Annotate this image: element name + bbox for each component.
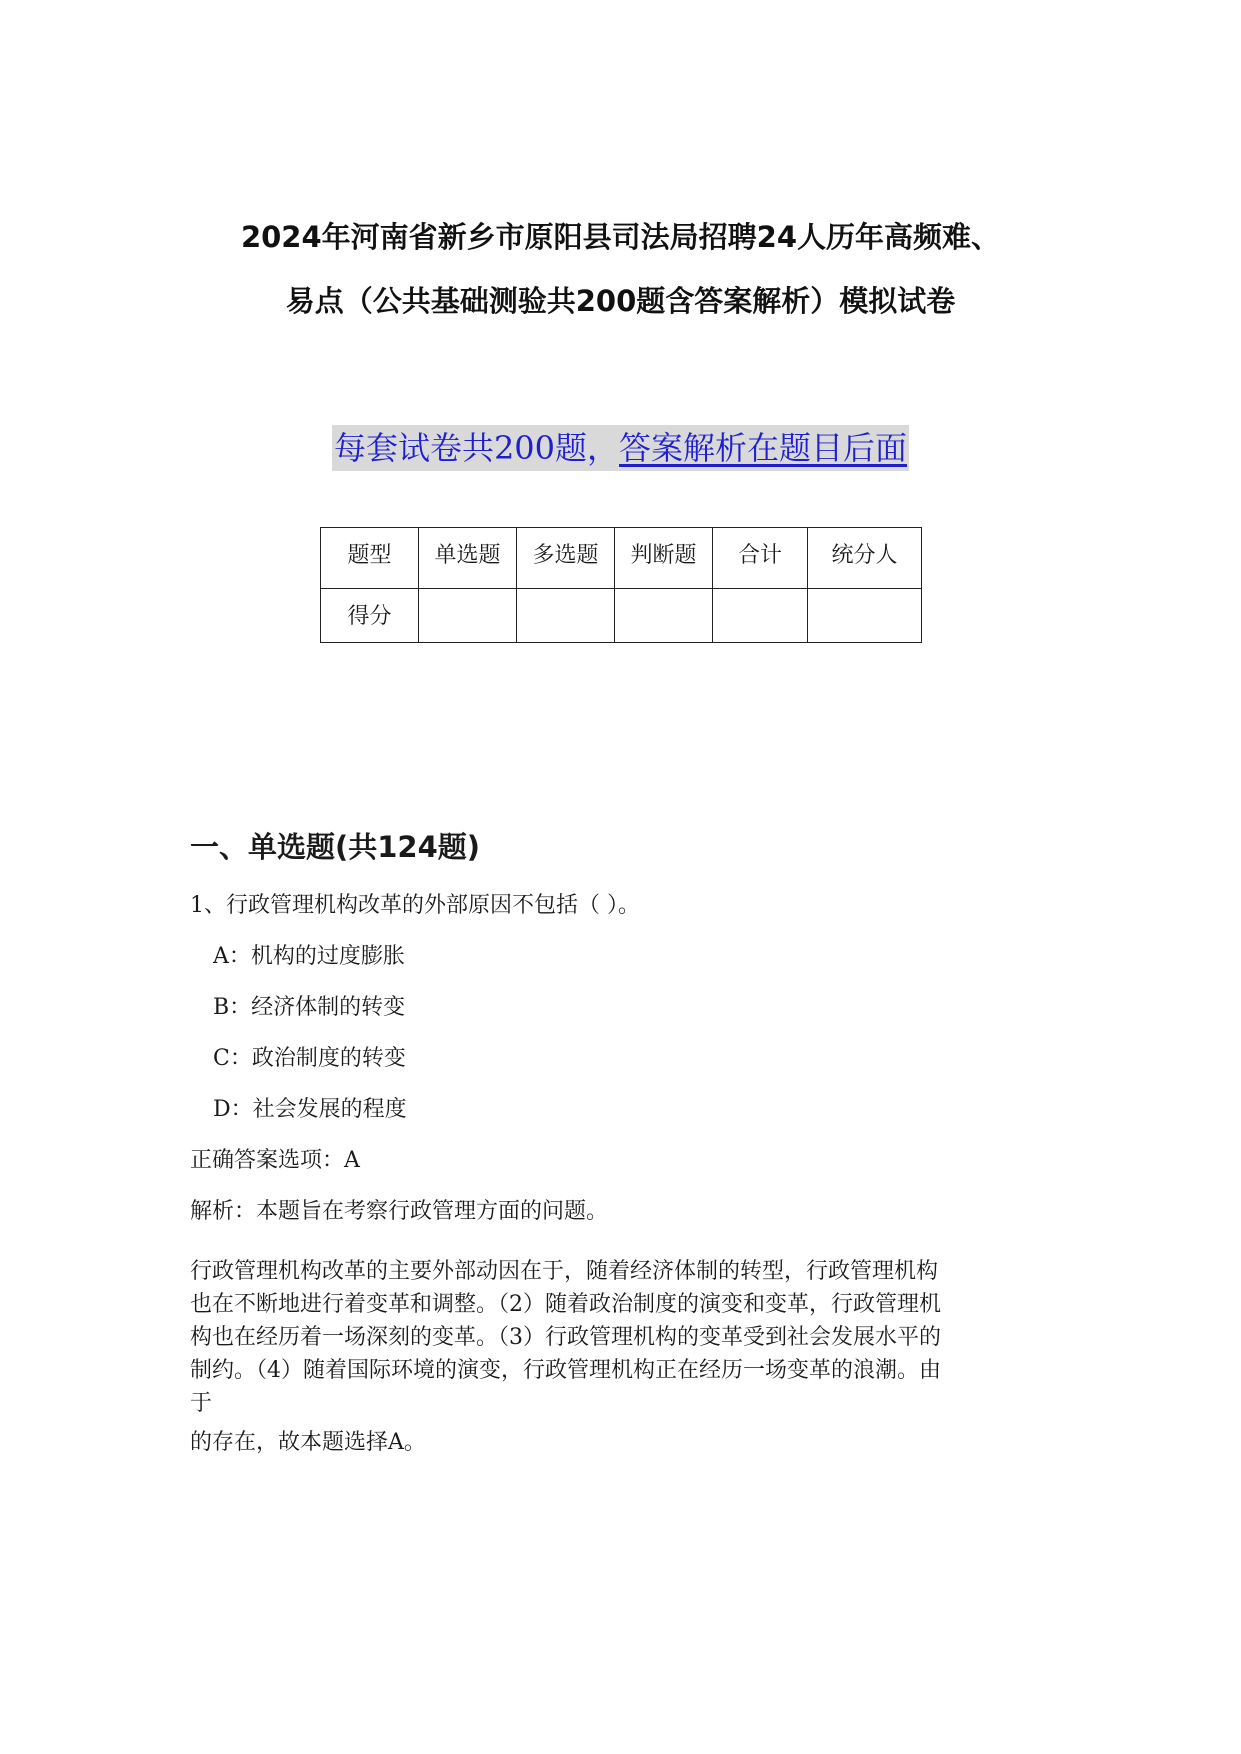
- correct-answer: 正确答案选项：A: [190, 1148, 360, 1173]
- score-table-score-row: [321, 589, 922, 643]
- document-title: [150, 205, 1091, 333]
- score-cell-judge[interactable]: [615, 589, 713, 643]
- score-cell-scorer[interactable]: [808, 589, 922, 643]
- paragraph-line: 也在不断地进行着变革和调整。（2）随着政治制度的演变和变革，行政管理机: [190, 1292, 941, 1317]
- header-cell-type: 题型: [321, 528, 419, 589]
- score-table: [320, 527, 922, 643]
- score-table-header-row: [321, 528, 922, 589]
- section-heading: 一、单选题(共124题): [190, 830, 481, 864]
- paragraph-line: 制约。（4）随着国际环境的演变，行政管理机构正在经历一场变革的浪潮。由: [190, 1358, 941, 1383]
- banner-text: 每套试卷共200题，: [333, 429, 620, 467]
- title-line-1: 2024年河南省新乡市原阳县司法局招聘24人历年高频难、: [240, 220, 1001, 254]
- header-cell-scorer: 统分人: [808, 528, 922, 589]
- paragraph-line: 构也在经历着一场深刻的变革。（3）行政管理机构的变革受到社会发展水平的: [190, 1325, 941, 1350]
- banner: [0, 425, 1241, 471]
- answer-link[interactable]: 答案解析在题目后面: [619, 429, 908, 467]
- option-b: B：经济体制的转变: [213, 995, 406, 1020]
- header-cell-single: 单选题: [419, 528, 517, 589]
- option-d: D：社会发展的程度: [213, 1097, 407, 1122]
- score-cell-single[interactable]: [419, 589, 517, 643]
- score-cell-multi[interactable]: [517, 589, 615, 643]
- banner-highlight: [332, 425, 909, 471]
- option-c: C：政治制度的转变: [213, 1046, 406, 1071]
- analysis-conclusion: 的存在，故本题选择A。: [190, 1430, 426, 1455]
- row-label-score: 得分: [321, 589, 419, 643]
- score-cell-total[interactable]: [713, 589, 808, 643]
- paragraph-line: 行政管理机构改革的主要外部动因在于，随着经济体制的转型，行政管理机构: [190, 1259, 939, 1284]
- header-cell-multi: 多选题: [517, 528, 615, 589]
- analysis-paragraph: [190, 1255, 1060, 1420]
- paragraph-line: 于: [190, 1391, 213, 1416]
- header-cell-total: 合计: [713, 528, 808, 589]
- analysis-intro: 解析：本题旨在考察行政管理方面的问题。: [190, 1199, 609, 1224]
- question-stem: 1、行政管理机构改革的外部原因不包括（ ）。: [190, 893, 640, 918]
- header-cell-judge: 判断题: [615, 528, 713, 589]
- title-line-2: 易点（公共基础测验共200题含答案解析）模拟试卷: [285, 284, 956, 318]
- option-a: A：机构的过度膨胀: [213, 944, 405, 969]
